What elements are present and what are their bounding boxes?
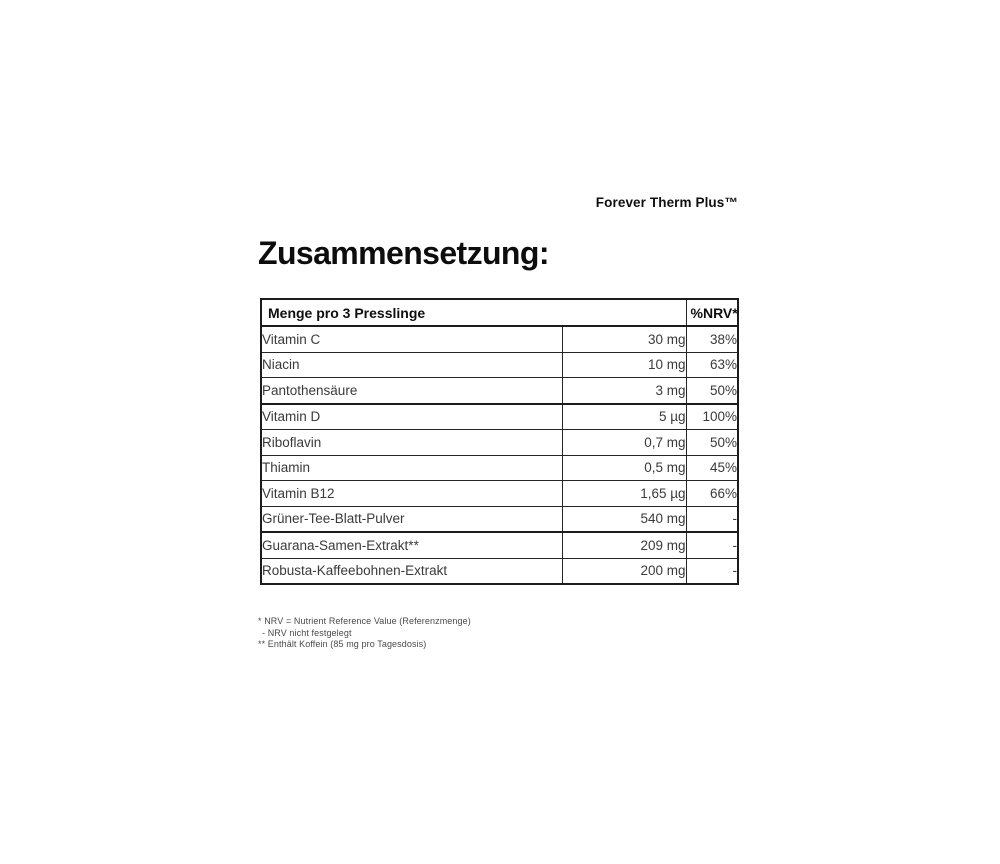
table-row	[261, 558, 738, 584]
ingredient-nrv: 66%	[686, 481, 738, 507]
table-row	[261, 326, 738, 352]
ingredient-name: Vitamin C	[261, 326, 562, 352]
table-row	[261, 378, 738, 404]
ingredient-nrv: 50%	[686, 430, 738, 456]
table-row	[261, 455, 738, 481]
ingredient-nrv: 63%	[686, 352, 738, 378]
page-title: Zusammensetzung:	[258, 235, 549, 271]
ingredient-amount: 0,5 mg	[562, 455, 686, 481]
ingredient-nrv: 45%	[686, 455, 738, 481]
table-row	[261, 481, 738, 507]
ingredient-amount: 200 mg	[562, 558, 686, 584]
ingredient-nrv: 38%	[686, 326, 738, 352]
composition-table	[260, 298, 739, 585]
table-header-serving-label: Menge pro 3 Presslinge	[261, 299, 686, 326]
ingredient-name: Vitamin B12	[261, 481, 562, 507]
table-row	[261, 430, 738, 456]
ingredient-name: Riboflavin	[261, 430, 562, 456]
ingredient-name: Robusta-Kaffeebohnen-Extrakt	[261, 558, 562, 584]
composition-table-container	[260, 298, 739, 585]
ingredient-amount: 3 mg	[562, 378, 686, 404]
ingredient-name: Vitamin D	[261, 404, 562, 430]
ingredient-amount: 5 µg	[562, 404, 686, 430]
footnote-nrv-definition: * NRV = Nutrient Reference Value (Referenzmenge)	[258, 616, 471, 626]
ingredient-name: Grüner-Tee-Blatt-Pulver	[261, 506, 562, 532]
ingredient-name: Pantothensäure	[261, 378, 562, 404]
ingredient-name: Guarana-Samen-Extrakt**	[261, 532, 562, 558]
table-row	[261, 506, 738, 532]
table-header-row	[261, 299, 738, 326]
ingredient-name: Thiamin	[261, 455, 562, 481]
ingredient-amount: 540 mg	[562, 506, 686, 532]
table-row	[261, 352, 738, 378]
ingredient-nrv: 100%	[686, 404, 738, 430]
footnotes	[258, 616, 471, 651]
footnote-nrv-not-established: - NRV nicht festgelegt	[262, 627, 352, 638]
brand-title: Forever Therm Plus™	[595, 195, 738, 210]
footnote-caffeine: ** Enthält Koffein (85 mg pro Tagesdosis)	[258, 639, 427, 649]
ingredient-amount: 30 mg	[562, 326, 686, 352]
ingredient-nrv: -	[686, 558, 738, 584]
ingredient-name: Niacin	[261, 352, 562, 378]
ingredient-amount: 10 mg	[562, 352, 686, 378]
table-header-nrv-label: %NRV*	[686, 299, 738, 326]
ingredient-nrv: -	[686, 532, 738, 558]
ingredient-nrv: 50%	[686, 378, 738, 404]
table-row	[261, 532, 738, 558]
ingredient-amount: 209 mg	[562, 532, 686, 558]
table-row	[261, 404, 738, 430]
ingredient-nrv: -	[686, 506, 738, 532]
ingredient-amount: 1,65 µg	[562, 481, 686, 507]
ingredient-amount: 0,7 mg	[562, 430, 686, 456]
